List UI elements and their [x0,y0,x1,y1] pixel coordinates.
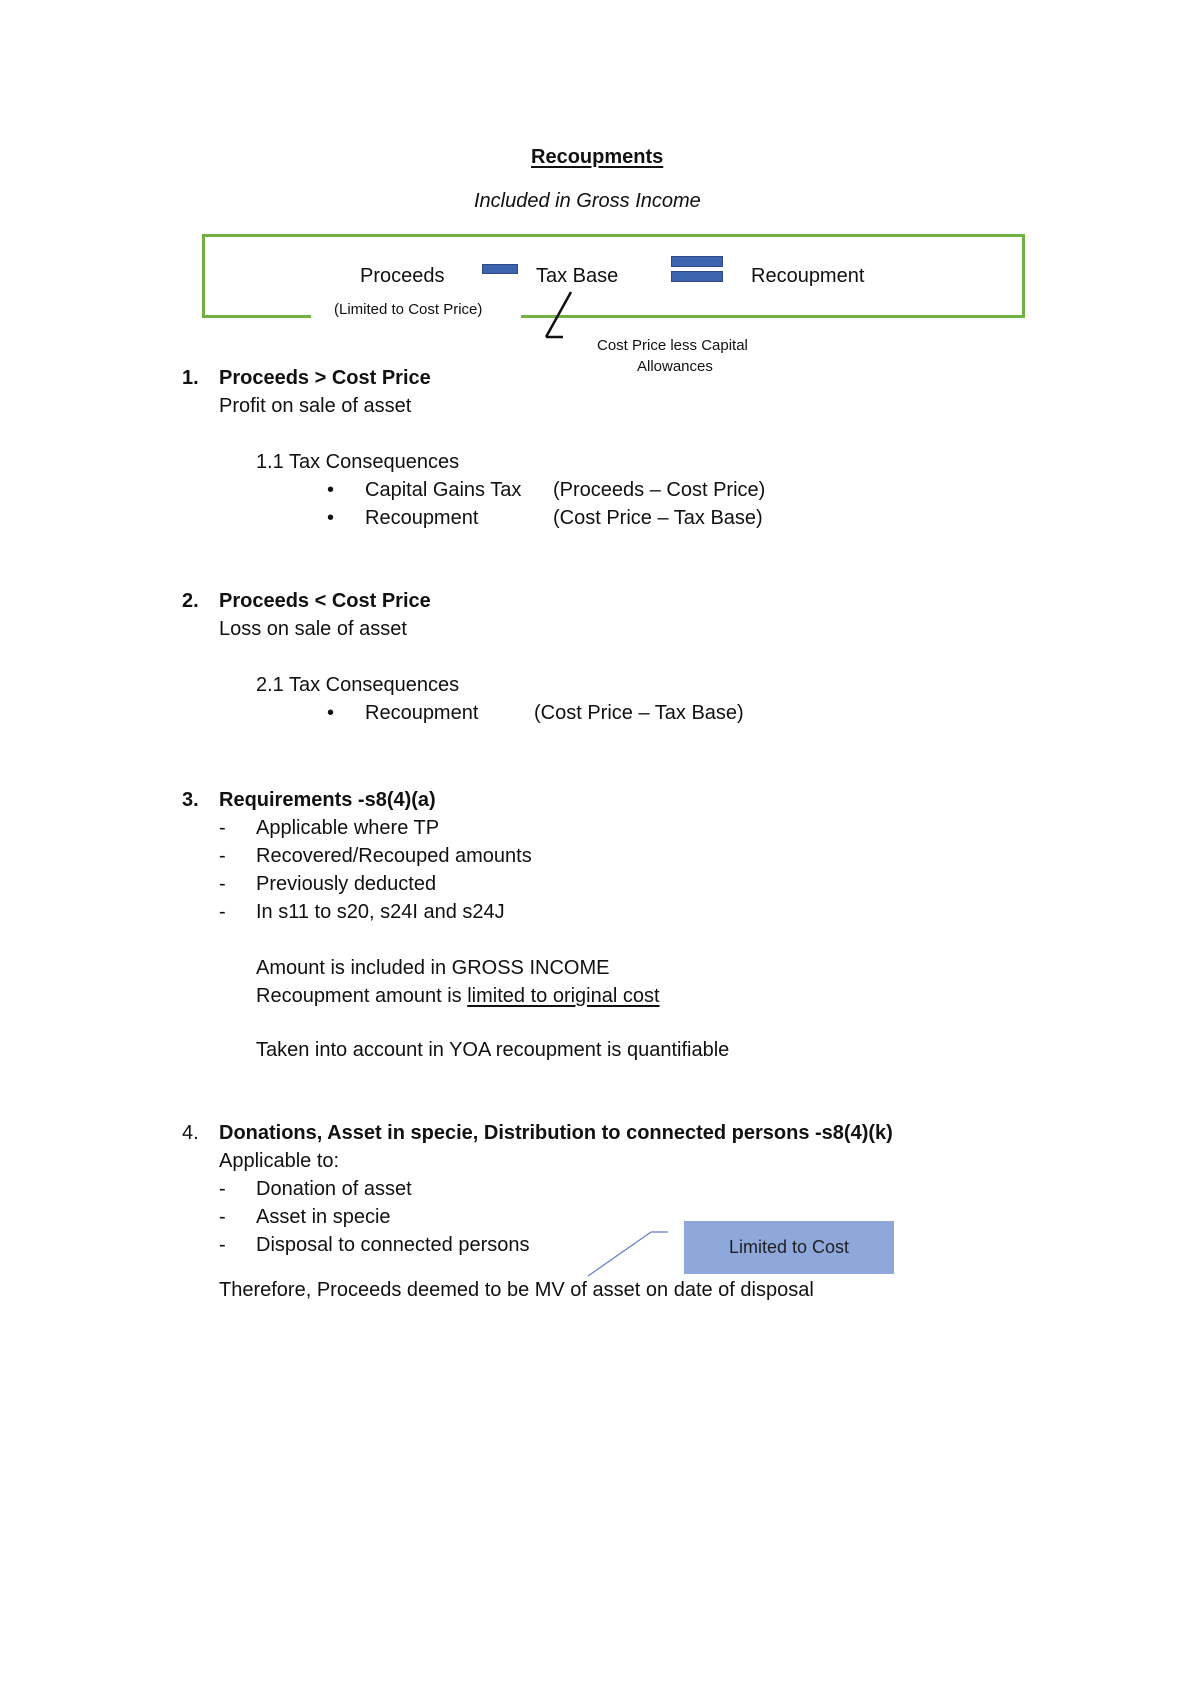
section-3-number: 3. [182,789,199,811]
bullet-label: Recoupment [365,507,479,529]
page-subtitle: Included in Gross Income [474,190,701,212]
tax-base-note-line2: Allowances [637,358,713,375]
bullet-icon: • [327,507,335,529]
bullet-icon: • [327,702,335,724]
section-2-number: 2. [182,590,199,612]
list-item: Disposal to connected persons [256,1234,530,1256]
section-1-description: Profit on sale of asset [219,395,412,417]
section-3-note-1: Amount is included in GROSS INCOME [256,957,610,979]
dash-icon: - [219,845,226,867]
bullet-label: Recoupment [365,702,479,724]
list-item: Applicable where TP [256,817,440,839]
bullet-icon: • [327,479,335,501]
list-item: Recovered/Recouped amounts [256,845,532,867]
list-item: Previously deducted [256,873,437,895]
formula-term-proceeds: Proceeds [360,265,445,287]
tax-base-note-line1: Cost Price less Capital [597,337,748,354]
dash-icon: - [219,1234,226,1256]
section-2-heading: Proceeds < Cost Price [219,590,431,612]
tax-base-pointer [546,292,571,337]
proceeds-note: (Limited to Cost Price) [334,301,483,318]
dash-icon: - [219,901,226,923]
section-4-number: 4. [182,1122,199,1144]
bullet-formula: (Proceeds – Cost Price) [553,479,766,501]
dash-icon: - [219,1206,226,1228]
section-3-heading: Requirements -s8(4)(a) [219,789,436,811]
section-1-number: 1. [182,367,199,389]
note-underlined: limited to original cost [467,985,660,1007]
list-item: Asset in specie [256,1206,391,1228]
section-4-conclusion: Therefore, Proceeds deemed to be MV of asset on date of disposal [219,1279,814,1301]
callout-pointer [588,1232,668,1276]
bullet-label: Capital Gains Tax [365,479,522,501]
list-item: In s11 to s20, s24I and s24J [256,901,505,923]
bullet-formula: (Cost Price – Tax Base) [553,507,763,529]
dash-icon: - [219,1178,226,1200]
dash-icon: - [219,873,226,895]
section-1-subheading: 1.1 Tax Consequences [256,451,460,473]
formula-term-tax-base: Tax Base [536,265,619,287]
section-4-heading: Donations, Asset in specie, Distribution to connected persons -s8(4)(k) [219,1122,893,1144]
section-2-subheading: 2.1 Tax Consequences [256,674,460,696]
dash-icon: - [219,817,226,839]
section-2-description: Loss on sale of asset [219,618,407,640]
section-1-heading: Proceeds > Cost Price [219,367,431,389]
section-3-note-3: Taken into account in YOA recoupment is quantifiable [256,1039,730,1061]
formula-result-recoupment: Recoupment [751,265,865,287]
list-item: Donation of asset [256,1178,412,1200]
page-title: Recoupments [531,146,664,168]
bullet-formula: (Cost Price – Tax Base) [534,702,744,724]
note-prefix: Recoupment amount is [256,985,468,1007]
limited-to-cost-callout: Limited to Cost [684,1221,894,1274]
section-3-note-2 [256,985,660,1008]
section-4-description: Applicable to: [219,1150,340,1172]
